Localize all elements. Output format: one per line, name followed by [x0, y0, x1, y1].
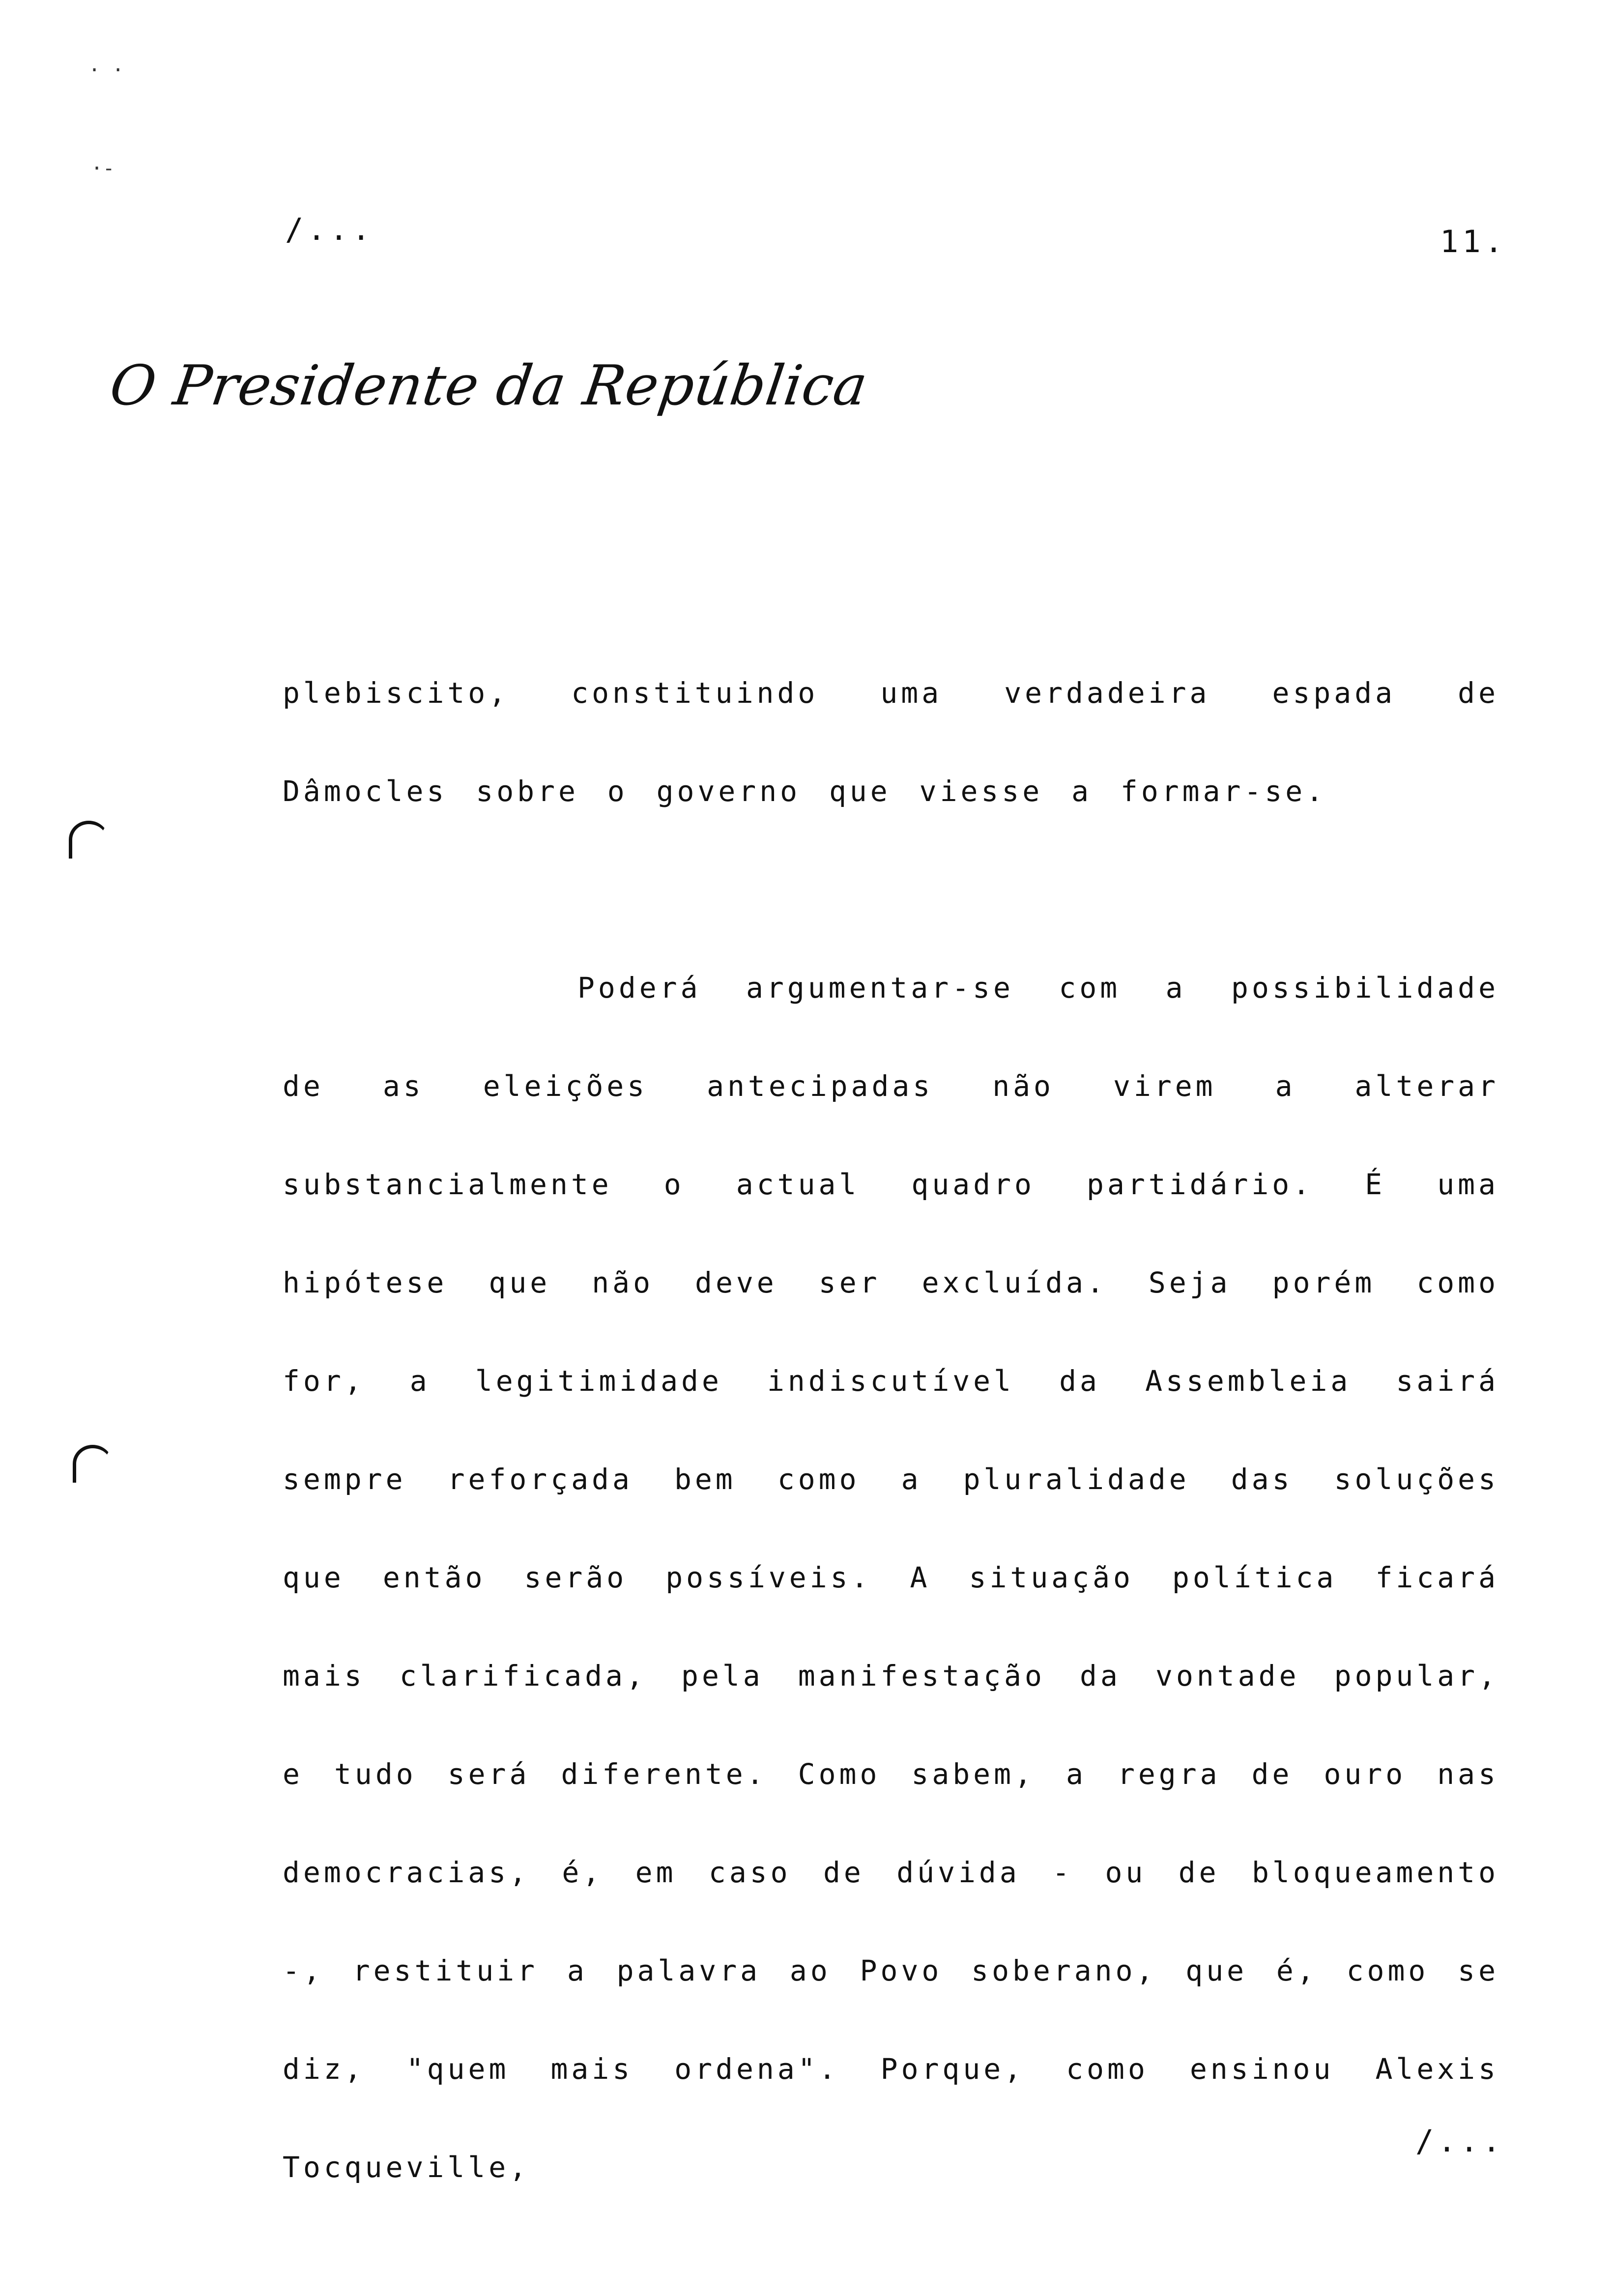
paragraph-block [283, 644, 1499, 840]
scan-speck: ·- [91, 157, 115, 180]
paragraph-block [283, 939, 1499, 2216]
paragraph-text: Poderá argumentar-se com a possibilidade de as eleições antecipadas não virem a alterar substancialmente o actual quadro partidário. É uma hipótese que não deve ser excluída. Seja porém como for, a legitimidade indiscutível da Assembleia sairá sempre reforçada bem como a pluralidade das soluções que então serão possíveis. A situação política ficará mais clarificada, pela manifestação da vontade popular, e tudo será diferente. Como sabem, a regra de ouro nas democracias, é, em caso de dúvida - ou de bloqueamento -, restituir a palavra ao Povo soberano, que é, como se diz, "quem mais ordena". Porque, como ensinou Alexis Tocqueville, [283, 971, 1499, 2184]
paragraph-text: plebiscito, constituindo uma verdadeira espada de Dâmocles sobre o governo que viesse a formar-se. [283, 676, 1499, 808]
continuation-marker-top: /... [285, 211, 374, 247]
letterhead-title: O Presidente da República [106, 354, 872, 418]
punch-hole-mark [73, 1445, 113, 1483]
continuation-marker-bottom: /... [1415, 2123, 1505, 2159]
scan-speck: · · [88, 59, 124, 82]
page-number: 11. [1440, 224, 1507, 259]
punch-hole-mark [69, 821, 109, 859]
